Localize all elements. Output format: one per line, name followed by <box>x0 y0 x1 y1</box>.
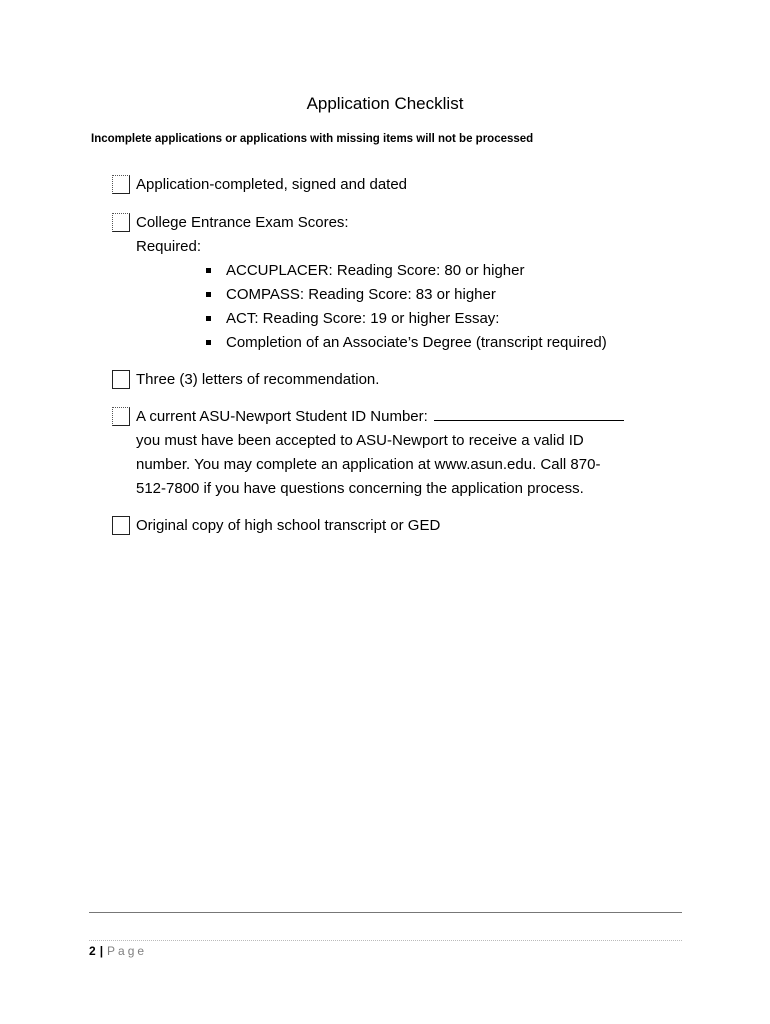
student-id-field[interactable] <box>434 408 624 421</box>
checklist-item-label: Original copy of high school transcript or GED <box>136 517 441 534</box>
required-label: Required: <box>136 238 202 255</box>
note-line: 512-7800 if you have questions concerning the application process. <box>136 480 584 497</box>
checklist-item-label: Application-completed, signed and dated <box>136 176 408 193</box>
note-line: you must have been accepted to ASU-Newport to receive a valid ID <box>136 432 584 449</box>
checkbox[interactable] <box>112 175 130 194</box>
checkbox[interactable] <box>112 370 130 389</box>
notice-text: Incomplete applications or applications with missing items will not be processed <box>91 133 534 145</box>
page-number: 2 <box>89 944 96 958</box>
page-label: Page <box>107 944 148 958</box>
checklist-item-label: Three (3) letters of recommendation. <box>136 371 380 388</box>
checkbox[interactable] <box>112 407 130 426</box>
list-item: ACT: Reading Score: 19 or higher Essay: <box>206 307 607 331</box>
list-item: COMPASS: Reading Score: 83 or higher <box>206 283 607 307</box>
score-requirements-list <box>112 259 607 355</box>
footer-separator: | <box>99 944 104 958</box>
footer-dotted-divider <box>89 940 682 941</box>
list-item: ACCUPLACER: Reading Score: 80 or higher <box>206 259 607 283</box>
checklist-item-student-id <box>112 405 624 501</box>
checklist-item-transcript <box>112 514 440 538</box>
checkbox[interactable] <box>112 213 130 232</box>
checklist-item-application <box>112 173 407 197</box>
checkbox[interactable] <box>112 516 130 535</box>
list-item: Completion of an Associate’s Degree (transcript required) <box>206 331 607 355</box>
page-footer <box>89 944 147 958</box>
note-line: number. You may complete an application at www.asun.edu. Call 870- <box>136 456 601 473</box>
page-title: Application Checklist <box>306 94 464 113</box>
checklist-item-label: A current ASU-Newport Student ID Number: <box>136 408 428 425</box>
checklist-item-exam-scores <box>112 211 607 355</box>
footer-divider <box>89 912 682 913</box>
checklist-item-label: College Entrance Exam Scores: <box>136 214 349 231</box>
checklist-item-recommendations <box>112 368 379 392</box>
